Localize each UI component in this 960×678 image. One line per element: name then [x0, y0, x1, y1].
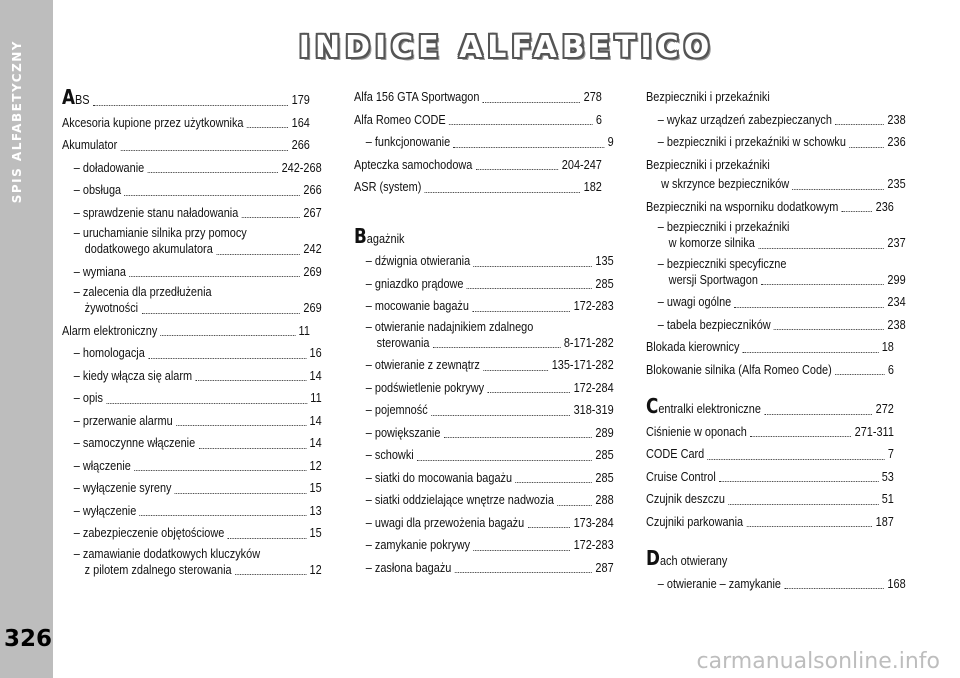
index-entry: CODE Card 7	[646, 446, 894, 461]
index-subentry: – obsługa 266	[73, 182, 322, 197]
side-title: SPIS ALFABETYCZNY	[10, 40, 24, 204]
index-entry: Blokowanie silnika (Alfa Romeo Code) 6	[646, 361, 894, 377]
index-subentry: – doładowanie 242-268	[73, 159, 322, 175]
section-letter: D	[646, 546, 660, 570]
section-letter: C	[646, 394, 659, 418]
index-subentry: w komorze silnika 237	[668, 235, 906, 250]
index-subentry: – mocowanie bagażu 172-283	[365, 298, 614, 313]
index-subentry: – funkcjonowanie 9	[365, 134, 614, 149]
index-entry: Ciśnienie w oponach 271-311	[646, 423, 894, 439]
index-subentry: – wyłączenie 13	[73, 502, 322, 518]
index-subentry: z pilotem zdalnego sterowania 12	[84, 561, 322, 577]
index-subentry: żywotności 269	[84, 300, 322, 315]
index-entry: Akumulator 266	[62, 137, 310, 152]
index-subentry: – gniazdko prądowe 285	[365, 275, 614, 291]
index-subentry: – bezpieczniki i przekaźniki w schowku 236	[657, 134, 906, 149]
index-subentry: – samoczynne włączenie 14	[73, 435, 322, 450]
index-entry: Alarm elektroniczny 11	[62, 322, 310, 338]
index-entry: ABS 179	[62, 85, 310, 109]
index-subentry-line: – bezpieczniki specyficzne	[657, 255, 787, 271]
index-entry: Alfa 156 GTA Sportwagon 278	[354, 89, 602, 104]
index-subentry: – opis 11	[73, 390, 322, 405]
index-subentry: – kiedy włącza się alarm 14	[73, 367, 322, 383]
section-letter: B	[354, 223, 367, 248]
side-strip	[0, 0, 53, 678]
index-subentry: sterowania 8-171-282	[376, 334, 614, 350]
index-entry: Czujniki parkowania 187	[646, 513, 894, 529]
index-subentry: – zabezpieczenie objętościowe 15	[73, 525, 322, 540]
index-entry: Centralki elektroniczne 272	[646, 394, 894, 418]
index-subentry: – włączenie 12	[73, 457, 322, 473]
page-number: 326	[4, 626, 53, 652]
index-subentry: – otwieranie – zamykanie 168	[657, 575, 906, 591]
index-subentry: – zamykanie pokrywy 172-283	[365, 537, 614, 552]
index-subentry-line: – otwieranie nadajnikiem zdalnego	[365, 318, 534, 334]
index-column-2	[354, 86, 614, 579]
index-subentry: – tabela bezpieczników 238	[657, 316, 906, 332]
index-entry: Czujnik deszczu 51	[646, 491, 894, 506]
index-subentry: – siatki do mocowania bagażu 285	[365, 469, 614, 485]
index-subentry: – dźwignia otwierania 135	[365, 253, 614, 268]
index-subentry: – homologacja 16	[73, 345, 322, 360]
index-entry: Apteczka samochodowa 204-247	[354, 156, 602, 172]
index-subentry: – otwieranie z zewnątrz 135-171-282	[365, 357, 614, 372]
index-subentry-line: – zalecenia dla przedłużenia	[73, 284, 212, 299]
index-entry: Bezpieczniki i przekaźniki	[646, 156, 770, 172]
index-entry: Bezpieczniki na wsporniku dodatkowym 236	[646, 198, 894, 214]
index-subentry-line: – zamawianie dodatkowych kluczyków	[73, 545, 261, 561]
index-column-1	[62, 85, 322, 581]
index-subentry: wersji Sportwagon 299	[668, 271, 906, 287]
index-subentry: – zasłona bagażu 287	[365, 559, 614, 575]
index-subentry: – wymiana 269	[73, 263, 322, 279]
index-entry: Cruise Control 53	[646, 468, 894, 484]
index-subentry: – wyłączenie syreny 15	[73, 480, 322, 495]
index-entry: Alfa Romeo CODE 6	[354, 111, 602, 127]
index-entry: Bezpieczniki i przekaźniki	[646, 89, 770, 104]
index-subentry: – przerwanie alarmu 14	[73, 412, 322, 428]
index-subentry: – pojemność 318-319	[365, 402, 614, 417]
index-subentry-line: – uruchamianie silnika przy pomocy	[73, 225, 247, 240]
index-subentry: – uwagi dla przewożenia bagażu 173-284	[365, 514, 614, 530]
index-subentry: – siatki oddzielające wnętrze nadwozia 288	[365, 492, 614, 507]
watermark: carmanualsonline.info	[696, 649, 940, 674]
index-subentry: w skrzynce bezpieczników 235	[661, 176, 906, 191]
index-entry: Blokada kierownicy 18	[646, 339, 894, 354]
index-subentry: – schowki 285	[365, 447, 614, 462]
index-subentry: – uwagi ogólne 234	[657, 294, 906, 309]
index-entry: Akcesoria kupione przez użytkownika 164	[62, 114, 310, 130]
index-entry: ASR (system) 182	[354, 179, 602, 194]
index-subentry-line: – bezpieczniki i przekaźniki	[657, 219, 790, 234]
index-subentry: – powiększanie 289	[365, 424, 614, 440]
index-column-3	[646, 86, 906, 595]
index-subentry: – wykaz urządzeń zabezpieczanych 238	[657, 111, 906, 127]
index-section-heading: Dach otwierany	[646, 546, 728, 570]
section-letter: A	[62, 85, 76, 109]
index-subentry: – sprawdzenie stanu naładowania 267	[73, 204, 322, 220]
index-section-heading: Bagażnik	[354, 223, 405, 248]
page-title: INDICE ALFABETICO	[298, 30, 715, 65]
index-subentry: dodatkowego akumulatora 242	[84, 241, 322, 256]
index-subentry: – podświetlenie pokrywy 172-284	[365, 379, 614, 395]
